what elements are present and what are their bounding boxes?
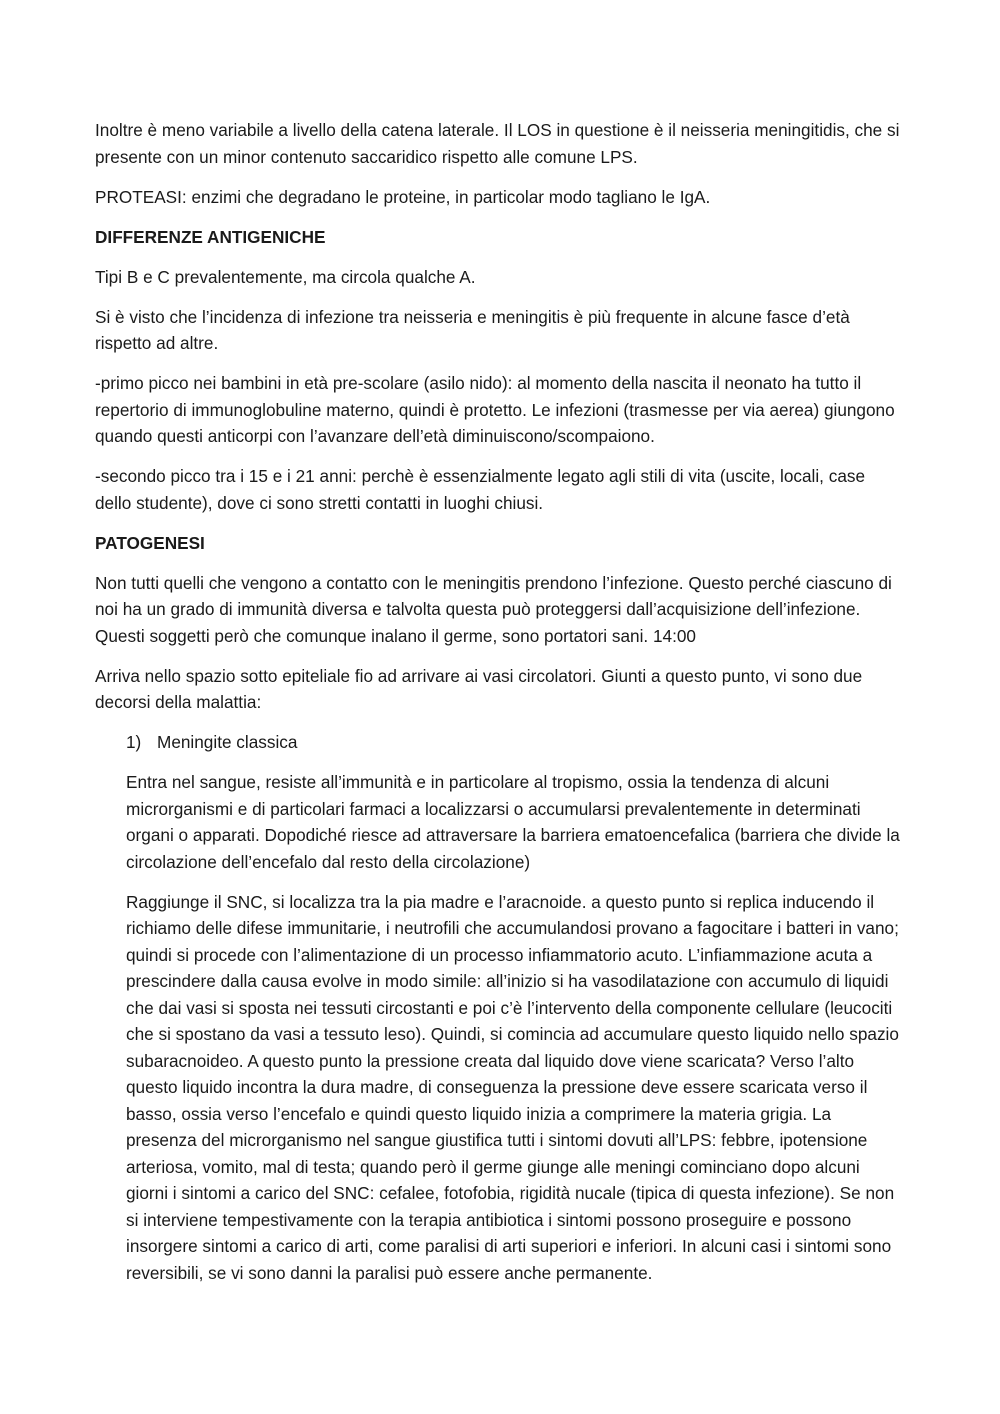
paragraph-tropismo: Entra nel sangue, resiste all’immunità e in particolare al tropismo, ossia la tendenza di alcuni microrganismi e di particolari farmaci a localizzarsi o accumularsi prevalentemente in determinati organi o apparati. Dopodiché riesce ad attraversare la barriera ematoencefalica (barriera che divide la circolazione dell’encefalo dal resto della circolazione): [126, 772, 900, 872]
heading-patogenesi: PATOGENESI: [95, 532, 205, 553]
paragraph-incidenza: Si è visto che l’incidenza di infezione tra neisseria e meningitis è più frequente in alcune fasce d’età rispetto ad altre.: [95, 306, 850, 353]
paragraph-secondo-picco: -secondo picco tra i 15 e i 21 anni: perchè è essenzialmente legato agli stili di vita (uscite, locali, case dello studente), dove ci sono stretti contatti in luoghi chiusi.: [95, 466, 866, 513]
paragraph-decorsi: Arriva nello spazio sotto epiteliale fio ad arrivare ai vasi circolatori. Giunti a questo punto, vi sono due decorsi della malattia:: [95, 665, 863, 712]
paragraph-tipi: Tipi B e C prevalentemente, ma circola qualche A.: [95, 266, 476, 287]
paragraph-proteasi: PROTEASI: enzimi che degradano le proteine, in particolar modo tagliano le IgA.: [95, 186, 711, 207]
list-number: 1): [126, 732, 142, 752]
paragraph-portatori-sani: Non tutti quelli che vengono a contatto con le meningitis prendono l’infezione. Questo perché ciascuno di noi ha un grado di immunità diversa e talvolta questa può proteggersi dall’acquisizione dell’infezione. Questi soggetti però che comunque inalano il germe, sono portatori sani. 14:00: [95, 572, 892, 646]
paragraph-los: Inoltre è meno variabile a livello della catena laterale. Il LOS in questione è il neisseria meningitidis, che si presente con un minor contenuto saccaridico rispetto alle comune LPS.: [95, 120, 900, 167]
list-item-meningite-classica: [126, 729, 905, 756]
paragraph-primo-picco: -primo picco nei bambini in età pre-scolare (asilo nido): al momento della nascita il neonato ha tutto il repertorio di immunoglobuline materno, quindi è protetto. Le infezioni (trasmesse per via aerea) giungono quando questi anticorpi con l’avanzare dell’età diminuiscono/scompaiono.: [95, 373, 895, 446]
document-page: [95, 117, 905, 1300]
list-item-label: Meningite classica: [157, 732, 298, 752]
paragraph-snc: Raggiunge il SNC, si localizza tra la pia madre e l’aracnoide. a questo punto si replica inducendo il richiamo delle difese immunitarie, i neutrofili che accumulandosi provano a fagocitare i batteri in vano; quindi si procede con l’alimentazione di un processo infiammatorio acuto. L’infiammazione acuta a prescindere dalla causa evolve in modo simile: all’inizio si ha vasodilatazione con accumulo di liquidi che dai vasi si sposta nei tessuti circostanti e poi c’è l’intervento della componente cellulare (leucociti che si spostano da vasi a tessuto leso). Quindi, si comincia ad accumulare questo liquido nello spazio subaracnoideo. A questo punto la pressione creata dal liquido dove viene scaricata? Verso l’alto questo liquido incontra la dura madre, di conseguenza la pressione deve essere scaricata verso il basso, ossia verso l’encefalo e quindi questo liquido inizia a comprimere la materia grigia. La presenza del microrganismo nel sangue giustifica tutti i sintomi dovuti all’LPS: febbre, ipotensione arteriosa, vomito, mal di testa; quando però il germe giunge alle meningi cominciano dopo alcuni giorni i sintomi a carico del SNC: cefalee, fotofobia, rigidità nucale (tipica di questa infezione). Se non si interviene tempestivamente con la terapia antibiotica i sintomi possono proseguire e possono insorgere sintomi a carico di arti, come paralisi di arti superiori e inferiori. In alcuni casi i sintomi sono reversibili, se vi sono danni la paralisi può essere anche permanente.: [126, 891, 899, 1283]
heading-differenze-antigeniche: DIFFERENZE ANTIGENICHE: [95, 226, 326, 247]
